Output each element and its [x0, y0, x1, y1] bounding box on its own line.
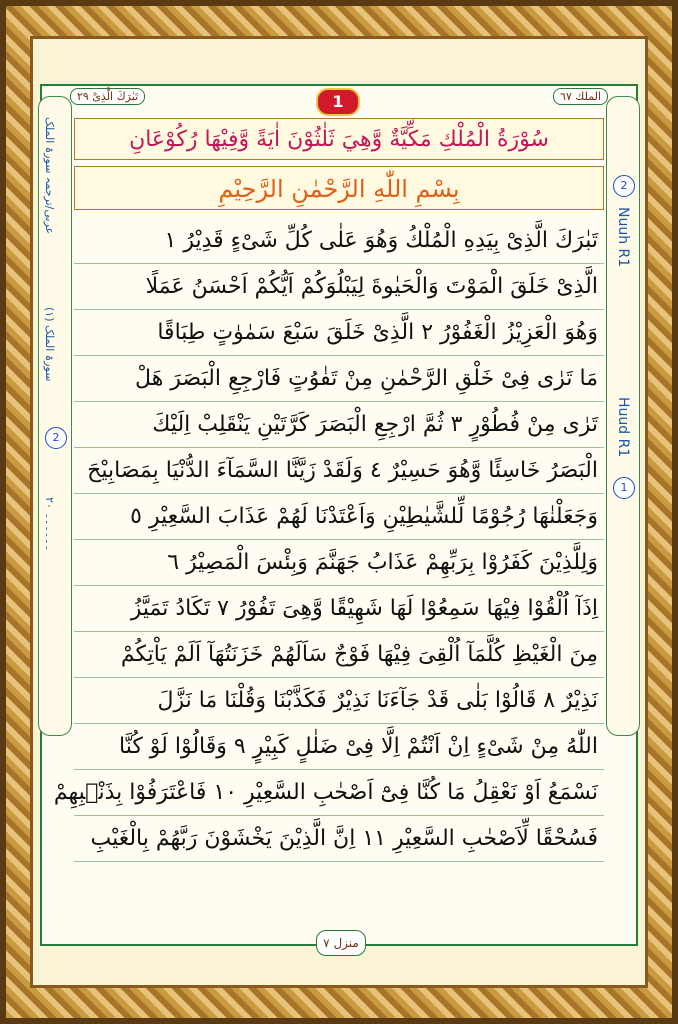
bismillah: بِسْمِ اللّٰهِ الرَّحْمٰنِ الرَّحِيْمِ: [74, 166, 604, 210]
verse-line: تَرٰی مِنْ فُطُوْرٍ ٣ ثُمَّ ارْجِعِ الْبَصَرَ كَرَّتَیْنِ یَنْقَلِبْ اِلَیْكَ: [74, 402, 604, 448]
manzil-marker: منزل ٧: [316, 930, 366, 956]
left-margin-lower-text: ۔۔۔۔۔۔ ٢٠: [43, 497, 56, 551]
right-margin-panel: [606, 96, 640, 736]
verse-line: الَّذِیْ خَلَقَ الْمَوْتَ وَالْحَیٰوةَ لِیَبْلُوَكُمْ اَیُّكُمْ اَحْسَنُ عَمَلًا: [74, 264, 604, 310]
verse-line: اللّٰهُ مِنْ شَیْءٍ اِنْ اَنْتُمْ اِلَّا فِیْ ضَلٰلٍ كَبِیْرٍ ٩ وَقَالُوْا لَوْ كُنَّا: [74, 724, 604, 770]
verse-line: نَذِیْرٌ ٨ قَالُوْا بَلٰی قَدْ جَآءَنَا نَذِیْرٌ فَكَذَّبْنَا وَقُلْنَا مَا نَزَّلَ: [74, 678, 604, 724]
surah-label: الملك ٦٧: [553, 88, 608, 105]
verse-line: وَجَعَلْنٰهَا رُجُوْمًا لِّلشَّیٰطِیْنِ وَاَعْتَدْنَا لَهُمْ عَذَابَ السَّعِیْرِ ٥: [74, 494, 604, 540]
verse-line: تَبٰرَكَ الَّذِیْ بِیَدِهِ الْمُلْكُ وَهُوَ عَلٰی كُلِّ شَیْءٍ قَدِیْرُ ١: [74, 218, 604, 264]
left-margin-top-text: عربی/ترجمہ سورۃ الملک: [43, 117, 56, 235]
verse-line: مَا تَرٰی فِیْ خَلْقِ الرَّحْمٰنِ مِنْ تَفٰوُتٍ فَارْجِعِ الْبَصَرَ هَلْ: [74, 356, 604, 402]
verse-line: الْبَصَرُ خَاسِئًا وَّهُوَ حَسِیْرٌ ٤ وَلَقَدْ زَیَّنَّا السَّمَآءَ الدُّنْیَا بِمَصَابِیْحَ: [74, 448, 604, 494]
right-ruku-badge-bottom: 1: [613, 477, 635, 499]
page-number-badge: 1: [316, 88, 360, 116]
juz-label: تَبٰرَكَ الَّذِىْ ٢٩: [70, 88, 145, 105]
verse-line: اِذَآ اُلْقُوْا فِیْهَا سَمِعُوْا لَهَا شَهِیْقًا وَّهِیَ تَفُوْرُ ٧ تَكَادُ تَمَیَّزُ: [74, 586, 604, 632]
verse-line: فَسُحْقًا لِّاَصْحٰبِ السَّعِیْرِ ١١ اِنَّ الَّذِیْنَ یَخْشَوْنَ رَبَّهُمْ بِالْغَیْبِ: [74, 816, 604, 862]
left-margin-panel: [38, 96, 72, 736]
verse-lines: [53, 218, 604, 862]
right-ruku-badge-top: 2: [613, 175, 635, 197]
right-margin-huud-text: Huud R1: [615, 397, 631, 458]
right-margin-nuuh-text: Nuuh R1: [615, 207, 631, 268]
verse-line: وَلِلَّذِیْنَ كَفَرُوْا بِرَبِّهِمْ عَذَابُ جَهَنَّمَ وَبِئْسَ الْمَصِیْرُ ٦: [74, 540, 604, 586]
verse-line: وَهُوَ الْعَزِیْزُ الْغَفُوْرُ ٢ الَّذِیْ خَلَقَ سَبْعَ سَمٰوٰتٍ طِبَاقًا: [74, 310, 604, 356]
left-ruku-badge: 2: [45, 427, 67, 449]
surah-title: سُوْرَةُ الْمُلْكِ مَكِّيَّةٌ وَّهِيَ ثَلٰثُوْنَ اٰيَةً وَّفِيْهَا رُكُوْعَانِ: [74, 118, 604, 160]
verse-line: مِنَ الْغَیْظِ كُلَّمَآ اُلْقِیَ فِیْهَا فَوْجٌ سَاَلَهُمْ خَزَنَتُهَآ اَلَمْ یَاْتِكُمْ: [74, 632, 604, 678]
left-margin-middle-text: سورۃ الملک (١): [43, 307, 56, 382]
verse-line: نَسْمَعُ اَوْ نَعْقِلُ مَا كُنَّا فِیْٓ اَصْحٰبِ السَّعِیْرِ ١٠ فَاعْتَرَفُوْا بِذَنْۢبِهِمْ: [74, 770, 604, 816]
